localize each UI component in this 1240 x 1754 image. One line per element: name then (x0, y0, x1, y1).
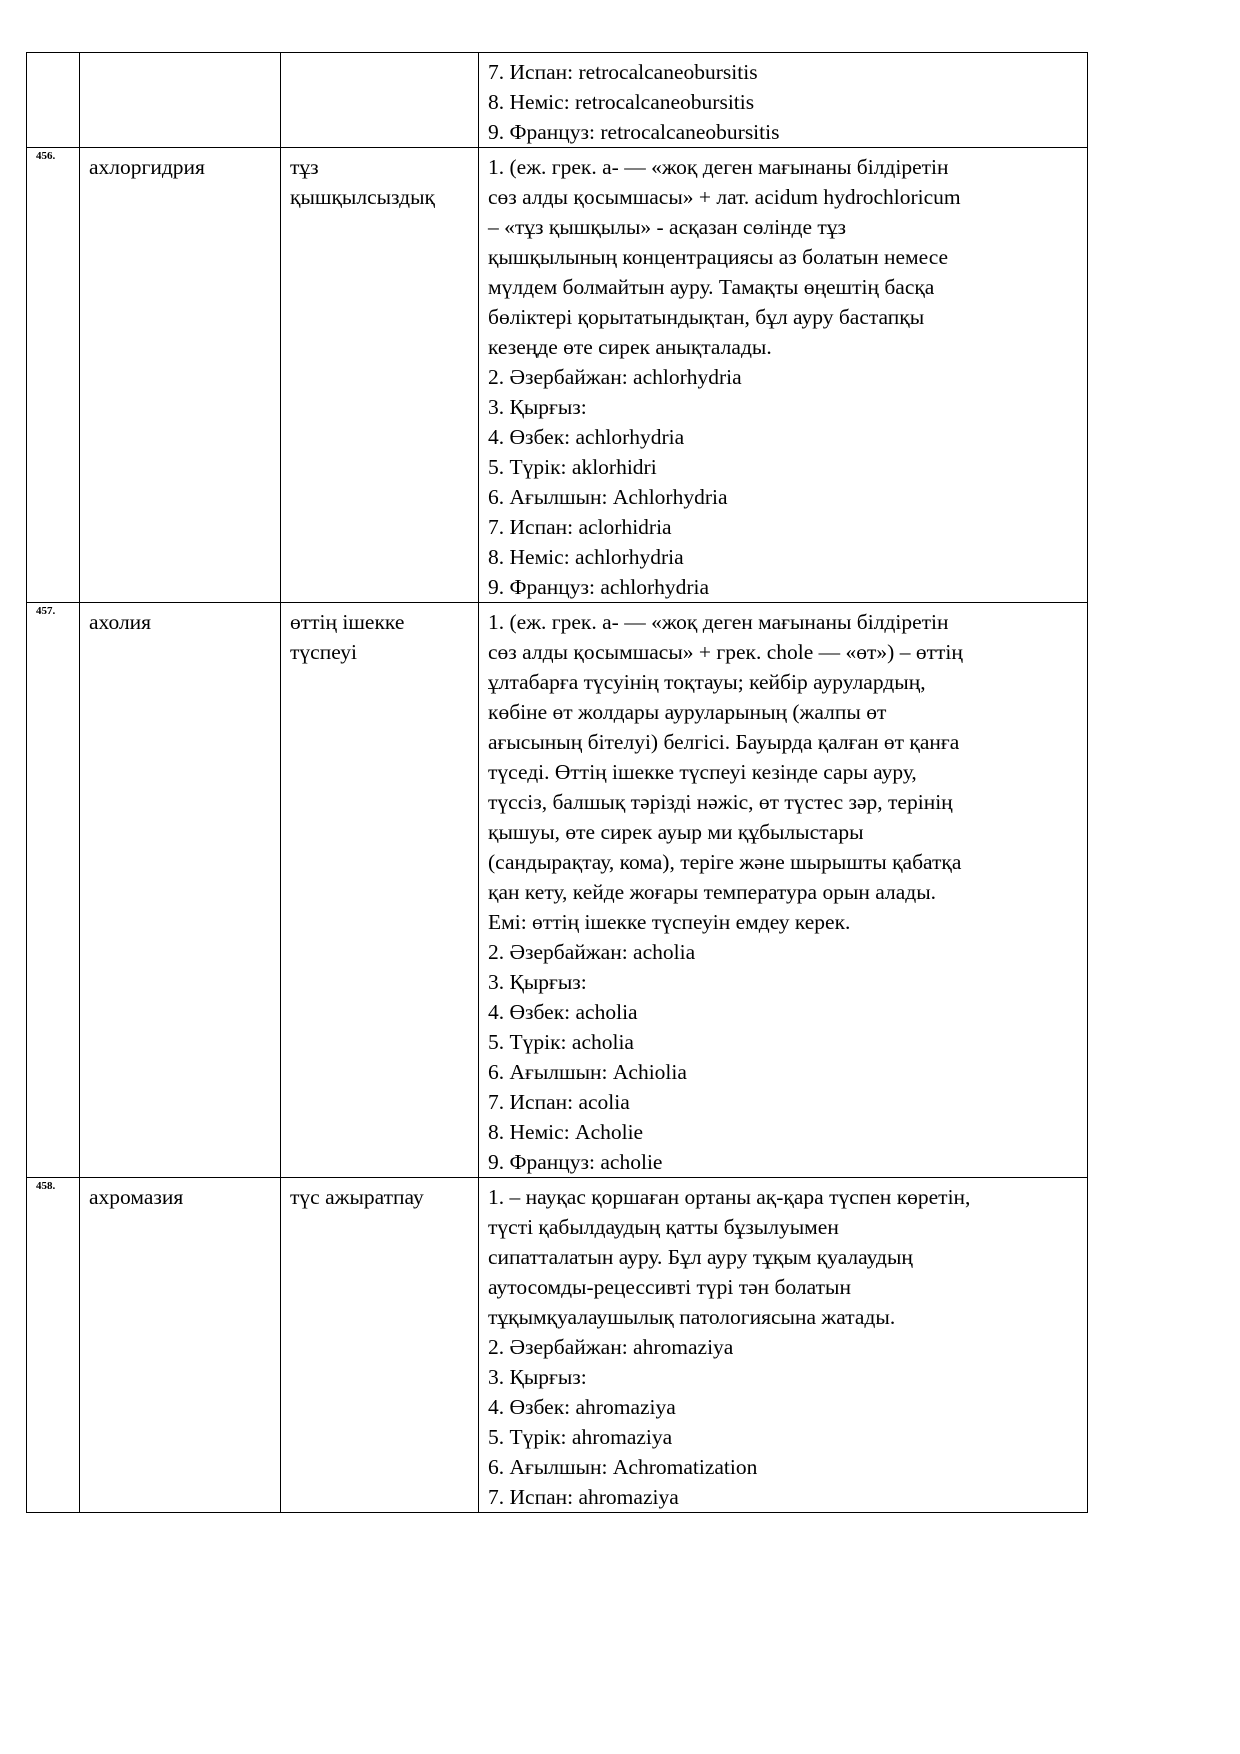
definition-line: ағысының бітелуі) белгісі. Бауырда қалған өт қанға (488, 730, 960, 754)
definition-line: 3. Қырғыз: (488, 970, 587, 994)
definition-line: түседі. Өттің ішекке түспеуі кезінде сары ауру, (488, 760, 917, 784)
definition-line: 9. Француз: achlorhydria (488, 575, 710, 599)
definition-line: сөз алды қосымшасы» + лат. acidum hydrochloricum (488, 185, 961, 209)
definition-block (479, 53, 1087, 147)
definition-line: ұлтабарға түсуінің тоқтауы; кейбір аурулардың, (488, 670, 926, 694)
definition-cell (479, 53, 1088, 148)
definition-line: 9. Француз: retrocalcaneobursitis (488, 120, 780, 144)
entry-number-cell (27, 603, 80, 1178)
entry-number-cell (27, 148, 80, 603)
definition-line: мүлдем болмайтын ауру. Тамақты өңештің басқа (488, 275, 935, 299)
definition-line: қышқылының концентрациясы аз болатын немесе (488, 245, 949, 269)
definition-line: 1. – науқас қоршаған ортаны ақ-қара түспен көретін, (488, 1185, 971, 1209)
definition-line: (сандырақтау, кома), теріге және шырышты қабатқа (488, 850, 962, 874)
translation-line: қышқылсыздық (290, 185, 435, 209)
translation-block (281, 603, 478, 667)
definition-line: 4. Өзбек: ahromaziya (488, 1395, 676, 1419)
definition-line: 7. Испан: acolia (488, 1090, 630, 1114)
definition-line: сипатталатын ауру. Бұл ауру тұқым қуалаудың (488, 1245, 913, 1269)
definition-line: 4. Өзбек: acholia (488, 1000, 638, 1024)
entry-number-cell (27, 1178, 80, 1513)
definition-line: 9. Француз: acholie (488, 1150, 663, 1174)
translation-line: түспеуі (290, 640, 357, 664)
definition-block (479, 603, 1087, 1177)
definition-line: бөліктері қорытатындықтан, бұл ауру бастапқы (488, 305, 925, 329)
entry-number: 456. (36, 150, 56, 162)
definition-line: 7. Испан: aclorhidria (488, 515, 672, 539)
definition-line: қышуы, өте сирек ауыр ми құбылыстары (488, 820, 864, 844)
translation-line: өттің ішекке (290, 610, 405, 634)
definition-cell (479, 148, 1088, 603)
translation-block (281, 148, 478, 212)
translation-cell (281, 148, 479, 603)
definition-line: тұқымқуалаушылық патологиясына жатады. (488, 1305, 896, 1329)
table-row (27, 53, 1088, 148)
definition-cell (479, 1178, 1088, 1513)
definition-cell (479, 603, 1088, 1178)
entry-number-cell (27, 53, 80, 148)
definition-line: 2. Әзербайжан: acholia (488, 940, 696, 964)
definition-line: 6. Ағылшын: Achiolia (488, 1060, 687, 1084)
table-row (27, 1178, 1088, 1513)
definition-line: қан кету, кейде жоғары температура орын алады. (488, 880, 937, 904)
definition-line: 3. Қырғыз: (488, 1365, 587, 1389)
definition-line: 4. Өзбек: achlorhydria (488, 425, 685, 449)
definition-line: 5. Түрік: aklorhidri (488, 455, 657, 479)
definition-line: 3. Қырғыз: (488, 395, 587, 419)
translation-cell (281, 603, 479, 1178)
term-text: ахолия (89, 610, 152, 634)
translation-line: түс ажыратпау (290, 1185, 424, 1209)
dictionary-table (26, 52, 1088, 1513)
definition-line: – «тұз қышқылы» - асқазан сөлінде тұз (488, 215, 847, 239)
translation-cell (281, 1178, 479, 1513)
entry-number (27, 53, 79, 54)
table-row (27, 603, 1088, 1178)
term-cell (80, 1178, 281, 1513)
definition-line: 7. Испан: ahromaziya (488, 1485, 679, 1509)
definition-line: түсті қабылдаудың қатты бұзылуымен (488, 1215, 839, 1239)
definition-line: 8. Неміс: retrocalcaneobursitis (488, 90, 755, 114)
definition-line: 7. Испан: retrocalcaneobursitis (488, 60, 758, 84)
term-cell (80, 148, 281, 603)
definition-line: 1. (еж. грек. а- — «жоқ деген мағынаны білдіретін (488, 155, 949, 179)
translation-line: тұз (290, 155, 319, 179)
definition-line: 6. Ағылшын: Achromatization (488, 1455, 758, 1479)
definition-line: кезеңде өте сирек анықталады. (488, 335, 772, 359)
term-text: ахлоргидрия (89, 155, 205, 179)
translation-text (281, 53, 478, 57)
definition-line: 1. (еж. грек. а- — «жоқ деген мағынаны білдіретін (488, 610, 949, 634)
table-row (27, 148, 1088, 603)
definition-line: 2. Әзербайжан: achlorhydria (488, 365, 742, 389)
translation-block (281, 1178, 478, 1212)
entry-number: 458. (36, 1180, 56, 1192)
definition-line: 5. Түрік: acholia (488, 1030, 634, 1054)
entry-number: 457. (36, 605, 56, 617)
definition-line: сөз алды қосымшасы» + грек. chole — «өт») – өттің (488, 640, 963, 664)
term-text: ахромазия (89, 1185, 184, 1209)
definition-line: көбіне өт жолдары ауруларының (жалпы өт (488, 700, 887, 724)
definition-block (479, 148, 1087, 602)
term-cell (80, 53, 281, 148)
definition-line: 6. Ағылшын: Achlorhydria (488, 485, 728, 509)
definition-line: 8. Неміс: achlorhydria (488, 545, 684, 569)
definition-line: 5. Түрік: ahromaziya (488, 1425, 673, 1449)
definition-line: түссіз, балшық тәрізді нәжіс, өт түстес зәр, терінің (488, 790, 953, 814)
term-text (80, 53, 280, 57)
term-cell (80, 603, 281, 1178)
definition-block (479, 1178, 1087, 1512)
definition-line: аутосомды-рецессивті түрі тән болатын (488, 1275, 851, 1299)
definition-line: 8. Неміс: Acholie (488, 1120, 644, 1144)
definition-line: 2. Әзербайжан: ahromaziya (488, 1335, 734, 1359)
definition-line: Емі: өттің ішекке түспеуін емдеу керек. (488, 910, 851, 934)
translation-cell (281, 53, 479, 148)
